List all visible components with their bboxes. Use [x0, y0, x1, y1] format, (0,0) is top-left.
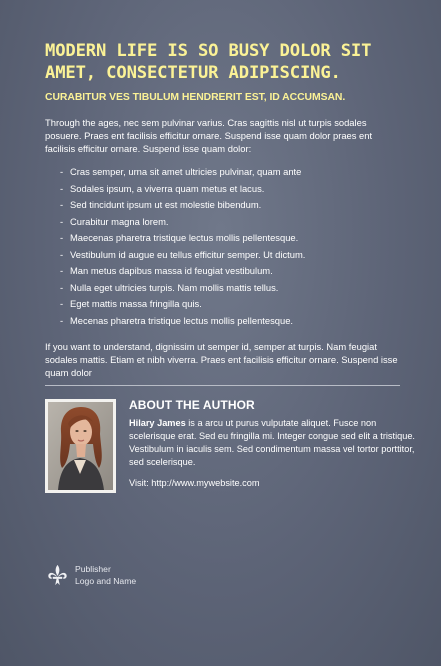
divider: [45, 385, 400, 386]
list-item: - Mecenas pharetra tristique lectus mollis pellentesque.: [60, 313, 400, 330]
intro-paragraph: Through the ages, nec sem pulvinar varius. Cras sagittis nisl ut turpis sodales posuere. Praes ent facilisis efficitur ornare. Suspend isse quam dolor praes ent facilisis efficitur ornare. Suspend isse quam dolor:: [45, 117, 373, 154]
author-photo: [45, 399, 116, 493]
list-item: - Sed tincidunt ipsum ut est molestie bibendum.: [60, 197, 400, 214]
fleur-de-lis-icon: [46, 564, 69, 586]
subtitle: CURABITUR VES TIBULUM HENDRERIT EST, ID ACCUMSAN.: [45, 92, 346, 103]
author-section: [45, 398, 415, 498]
list-item: - Cras semper, urna sit amet ultricies pulvinar, quam ante: [60, 164, 400, 181]
list-item: - Curabitur magna lorem.: [60, 214, 400, 231]
bullet-list: [45, 164, 400, 329]
back-cover: [45, 40, 415, 498]
publisher-logo-area: [46, 563, 136, 587]
list-item: - Vestibulum id augue eu tellus efficitur semper. Ut dictum.: [60, 247, 400, 264]
publisher-logo-name: Logo and Name: [75, 576, 137, 586]
list-item: - Eget mattis massa fringilla quis.: [60, 296, 400, 313]
author-text: [129, 398, 418, 490]
publisher-label: Publisher: [75, 564, 111, 574]
list-item: - Nulla eget ultricies turpis. Nam mollis mattis tellus.: [60, 280, 400, 297]
author-bio: [129, 417, 418, 469]
author-bio-text: is a arcu ut purus vulputate aliquet. Fusce non scelerisque erat. Sed eu fringilla mi. Integer congue sed elit a tristique. Vestibulum in iaculis sem. Sed condimentum massa vel tortor porttitor, sed scelerisque.: [129, 418, 415, 467]
author-name: Hilary James: [129, 418, 186, 428]
list-item: - Man metus dapibus massa id feugiat vestibulum.: [60, 263, 400, 280]
author-heading: ABOUT THE AUTHOR: [129, 398, 255, 412]
author-portrait-image: [48, 402, 113, 490]
author-website-link[interactable]: Visit: http://www.mywebsite.com: [129, 478, 260, 488]
list-item: - Sodales ipsum, a viverra quam metus et lacus.: [60, 181, 400, 198]
list-item: - Maecenas pharetra tristique lectus mollis pellentesque.: [60, 230, 400, 247]
closing-paragraph: If you want to understand, dignissim ut semper id, semper at turpis. Nam feugiat sodales mattis. Etiam et nibh viverra. Praes ent facilisis efficitur ornare. Suspend isse quam dolor: [45, 341, 398, 378]
page-title: MODERN LIFE IS SO BUSY DOLOR SIT AMET, CONSECTETUR ADIPISCING.: [45, 41, 372, 83]
publisher-text: [75, 563, 136, 587]
